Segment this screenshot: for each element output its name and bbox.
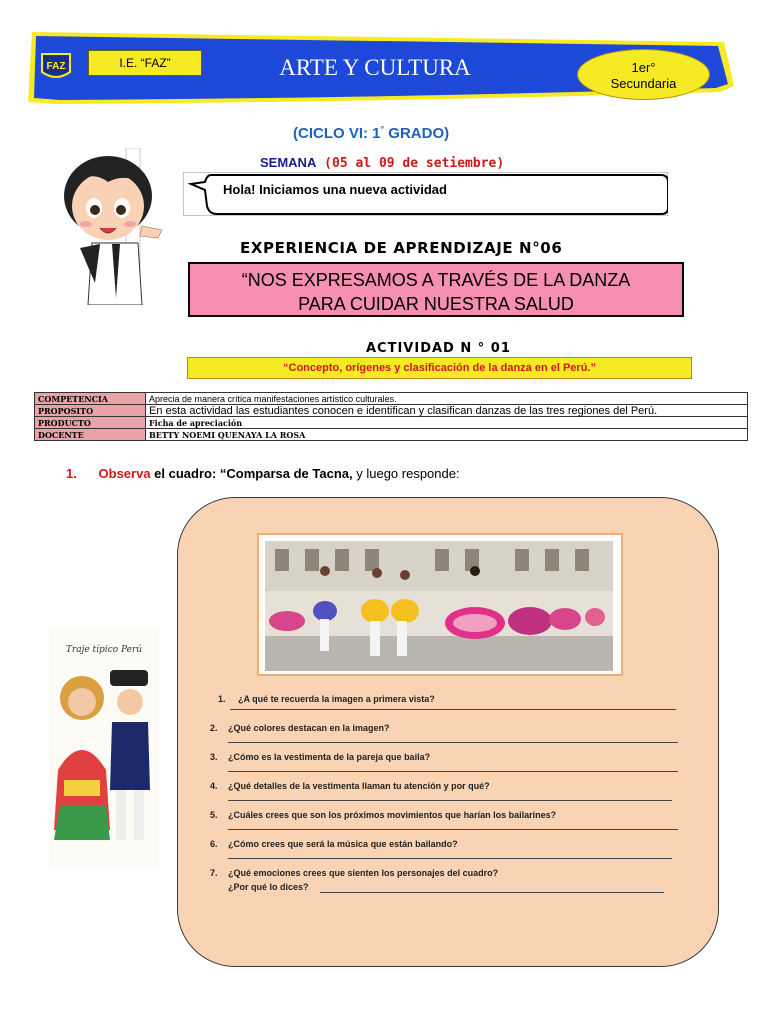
question-item xyxy=(210,781,690,810)
cycle-suffix: GRADO) xyxy=(384,125,450,142)
question-number: 7. xyxy=(210,868,218,878)
speech-bubble-text: Hola! Iniciamos una nueva actividad xyxy=(223,182,447,197)
info-table xyxy=(34,392,748,441)
answer-line[interactable] xyxy=(228,829,678,830)
question-text-2: ¿Por qué lo dices? xyxy=(228,882,309,892)
answer-line[interactable] xyxy=(228,858,672,859)
school-name-box xyxy=(88,50,202,76)
row-key: DOCENTE xyxy=(35,429,146,441)
row-key: PRODUCTO xyxy=(35,417,146,429)
row-value: En esta actividad las estudiantes conocen e identifican y clasifican danzas de las tres regiones del Perú. xyxy=(146,405,748,417)
theme-line-2: PARA CUIDAR NUESTRA SALUD xyxy=(298,294,574,314)
row-value: Ficha de apreciación xyxy=(146,417,748,429)
table-row xyxy=(35,405,748,417)
question-number: 1. xyxy=(218,694,226,704)
answer-line[interactable] xyxy=(228,742,678,743)
question-number: 4. xyxy=(210,781,218,791)
instruction-text-2: y luego responde: xyxy=(352,466,460,481)
comparsa-photo xyxy=(265,541,613,671)
question-text: ¿Qué detalles de la vestimenta llaman tu atención y por qué? xyxy=(228,781,490,791)
activity-subtitle: “Concepto, orígenes y clasificación de la danza en el Perú.” xyxy=(187,357,692,379)
cycle-label xyxy=(293,124,449,142)
instruction-title: “Comparsa de Tacna, xyxy=(219,466,353,481)
row-key: PROPOSITO xyxy=(35,405,146,417)
activity-label: ACTIVIDAD N ° 01 xyxy=(366,341,511,356)
logo-text: FAZ xyxy=(46,61,66,72)
table-row xyxy=(35,417,748,429)
row-value: BETTY NOEMI QUENAYA LA ROSA xyxy=(146,429,748,441)
theme-line-1: “NOS EXPRESAMOS A TRAVÉS DE LA DANZA xyxy=(241,270,631,290)
course-title: ARTE Y CULTURA xyxy=(279,55,471,80)
week-label xyxy=(260,155,504,171)
grade-badge xyxy=(577,49,710,100)
school-name: I.E. “FAZ” xyxy=(119,56,171,70)
traje-tipico-image xyxy=(50,630,158,866)
question-number: 5. xyxy=(210,810,218,820)
experience-title: EXPERIENCIA DE APRENDIZAJE N°06 xyxy=(240,239,563,257)
question-text: ¿Cuáles crees que son los próximos movimientos que harían los bailarines? xyxy=(228,810,557,820)
answer-line[interactable] xyxy=(228,800,672,801)
instruction-number: 1. xyxy=(66,466,77,481)
row-key: COMPETENCIA xyxy=(35,393,146,405)
instruction-verb: Observa xyxy=(98,466,151,481)
question-item xyxy=(210,723,690,752)
questions-list xyxy=(210,694,690,898)
week-dates: (05 al 09 de setiembre) xyxy=(316,156,505,171)
question-item xyxy=(210,694,690,723)
instruction-text-1: el cuadro: xyxy=(150,466,220,481)
cycle-prefix: (CICLO VI: 1 xyxy=(293,125,381,142)
traje-caption: Traje típico Perú xyxy=(65,645,143,655)
table-row xyxy=(35,429,748,441)
grade-level: 1er° xyxy=(631,60,656,75)
week-title: SEMANA xyxy=(260,155,317,170)
row-value: Aprecia de manera crítica manifestaciones artístico culturales. xyxy=(146,393,748,405)
question-number: 6. xyxy=(210,839,218,849)
question-text: ¿A qué te recuerda la imagen a primera vista? xyxy=(238,694,435,704)
answer-line[interactable] xyxy=(320,892,664,893)
question-number: 2. xyxy=(210,723,218,733)
girl-illustration xyxy=(50,148,175,305)
faz-logo xyxy=(40,52,72,82)
theme-box xyxy=(188,262,684,317)
question-item xyxy=(210,752,690,781)
question-text: ¿Cómo es la vestimenta de la pareja que baila? xyxy=(228,752,431,762)
question-text: ¿Cómo crees que será la música que están bailando? xyxy=(228,839,458,849)
question-text: ¿Qué emociones crees que sienten los personajes del cuadro? xyxy=(228,868,499,878)
grade-section: Secundaria xyxy=(610,76,677,91)
question-item xyxy=(210,868,690,898)
table-row xyxy=(35,393,748,405)
cycle-sup: ° xyxy=(380,124,385,134)
question-text: ¿Qué colores destacan en la imagen? xyxy=(228,723,390,733)
answer-line[interactable] xyxy=(228,771,678,772)
question-item xyxy=(210,810,690,839)
question-number: 3. xyxy=(210,752,218,762)
answer-line[interactable] xyxy=(230,709,676,710)
question-item xyxy=(210,839,690,868)
instruction xyxy=(66,466,460,481)
